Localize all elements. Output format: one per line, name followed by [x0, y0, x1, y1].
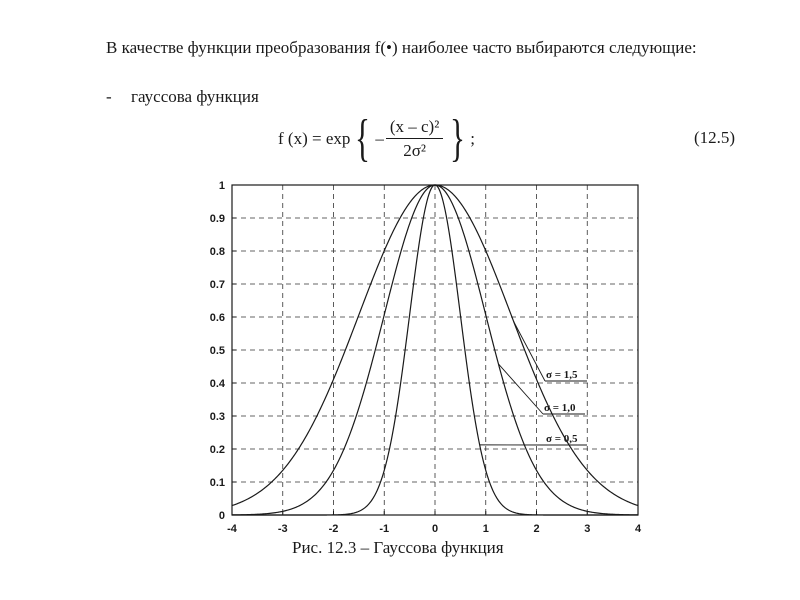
figure-caption: Рис. 12.3 – Гауссова функция	[292, 538, 504, 557]
x-tick-label: 0	[431, 523, 439, 535]
x-tick-label: -2	[328, 523, 339, 535]
y-tick-label: 0.3	[209, 411, 225, 423]
y-tick-label: 1	[218, 180, 225, 192]
y-tick-label: 0.2	[209, 444, 225, 456]
equation-number: (12.5)	[694, 128, 736, 147]
formula-lhs: f (x) = exp	[278, 129, 351, 148]
y-tick-label: 0.4	[209, 378, 225, 390]
series-label: σ = 1,5	[546, 369, 578, 381]
x-tick-label: 2	[533, 523, 540, 535]
left-brace: {	[355, 110, 371, 167]
y-tick-label: 0.6	[209, 312, 225, 324]
bullet-dash: -	[106, 87, 112, 106]
y-tick-label: 0.5	[209, 345, 225, 357]
formula-end: ;	[470, 129, 476, 148]
y-tick-label: 0.7	[209, 279, 225, 291]
x-tick-label: 3	[584, 523, 591, 535]
y-tick-label: 0	[218, 510, 225, 522]
y-tick-label: 0.1	[209, 477, 225, 489]
right-brace: }	[450, 110, 466, 167]
y-tick-label: 0.9	[209, 213, 225, 225]
x-tick-label: 1	[482, 523, 489, 535]
x-tick-label: -4	[227, 523, 237, 535]
y-tick-label: 0.8	[209, 246, 225, 258]
x-tick-label: 4	[634, 523, 642, 535]
annotation-leader	[514, 322, 545, 381]
series-label: σ = 0,5	[546, 433, 578, 445]
intro-text: В качестве функции преобразования f(•) наиболее часто выбираются следующие:	[106, 38, 697, 57]
x-tick-label: -3	[277, 523, 288, 535]
series-label: σ = 1,0	[544, 402, 576, 414]
bullet-text: гауссова функция	[131, 87, 259, 106]
formula-numerator: (x – c)²	[386, 117, 443, 139]
x-tick-label: -1	[379, 523, 390, 535]
formula-denominator: 2σ²	[403, 141, 426, 160]
formula-minus: –	[375, 129, 384, 148]
